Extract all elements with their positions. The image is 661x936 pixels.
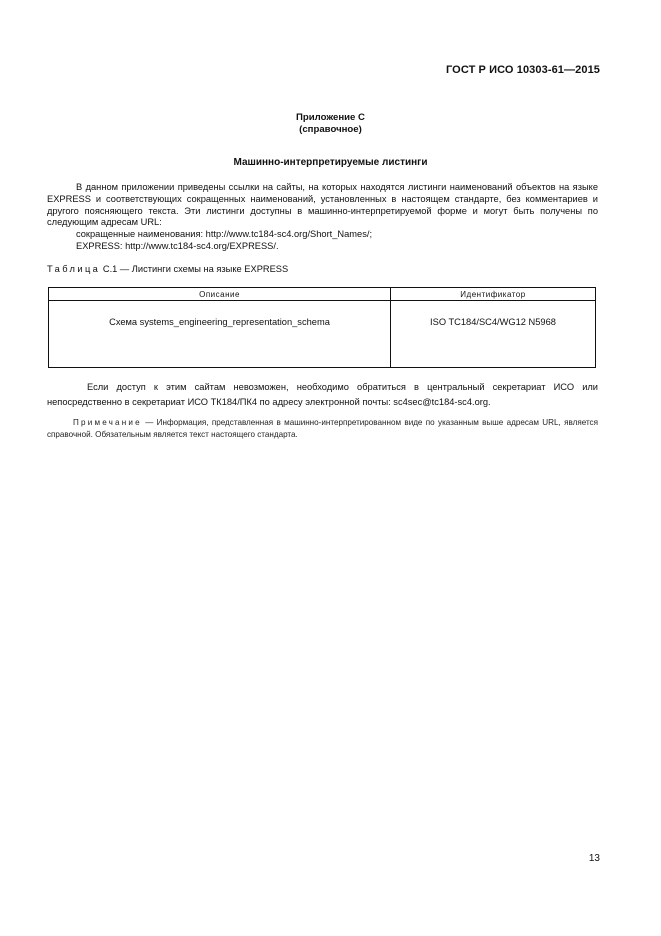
intro-text: В данном приложении приведены ссылки на сайты, на которых находятся листинги наименований объектов на языке EXPRESS и соответствующих сокращенных наименований, установленных в настоящем стандарте, без комментариев и другого поясняющего текста. Эти листинги доступны в машинно-интерпретируемой форме и могут быть получены по следующим адресам URL: <box>47 182 598 228</box>
note-label: Примечание <box>73 418 142 427</box>
section-title: Машинно-интерпретируемые листинги <box>233 157 428 168</box>
listings-table <box>48 287 596 368</box>
appendix-subtitle: (справочное) <box>299 124 362 135</box>
table-header-row <box>49 288 596 301</box>
table-caption <box>47 264 288 274</box>
standard-designation: ГОСТ Р ИСО 10303-61—2015 <box>445 64 600 76</box>
table-row <box>49 301 596 368</box>
contact-text: Если доступ к этим сайтам невозможен, необходимо обратиться в центральный секретариат ИСО или непосредственно в секретариат ИСО ТК184/ПК4 по адресу электронной почты: sc4sec@tc184-sc4.org. <box>47 382 598 407</box>
short-names-url: сокращенные наименования: http://www.tc184-sc4.org/Short_Names/; <box>76 229 373 239</box>
contact-paragraph <box>47 380 598 410</box>
intro-paragraph <box>47 182 598 229</box>
table-caption-text: С.1 — Листинги схемы на языке EXPRESS <box>100 264 289 274</box>
express-url: EXPRESS: http://www.tc184-sc4.org/EXPRESS/. <box>76 241 279 251</box>
appendix-heading <box>0 112 661 136</box>
page-number: 13 <box>588 853 600 864</box>
note-paragraph <box>47 417 598 440</box>
table-cell-identifier: ISO TC184/SC4/WG12 N5968 <box>391 301 596 368</box>
column-header-identifier: Идентификатор <box>391 288 596 301</box>
column-header-description: Описание <box>49 288 391 301</box>
table-cell-description: Схема systems_engineering_representation_schema <box>49 301 391 368</box>
appendix-title: Приложение С <box>296 112 365 123</box>
note-text: — Информация, представленная в машинно-интерпретированном виде по указанным выше адресам URL, является справочной. Обязательным является текст настоящего стандарта. <box>47 418 598 439</box>
table-caption-label: Таблица <box>47 264 101 274</box>
